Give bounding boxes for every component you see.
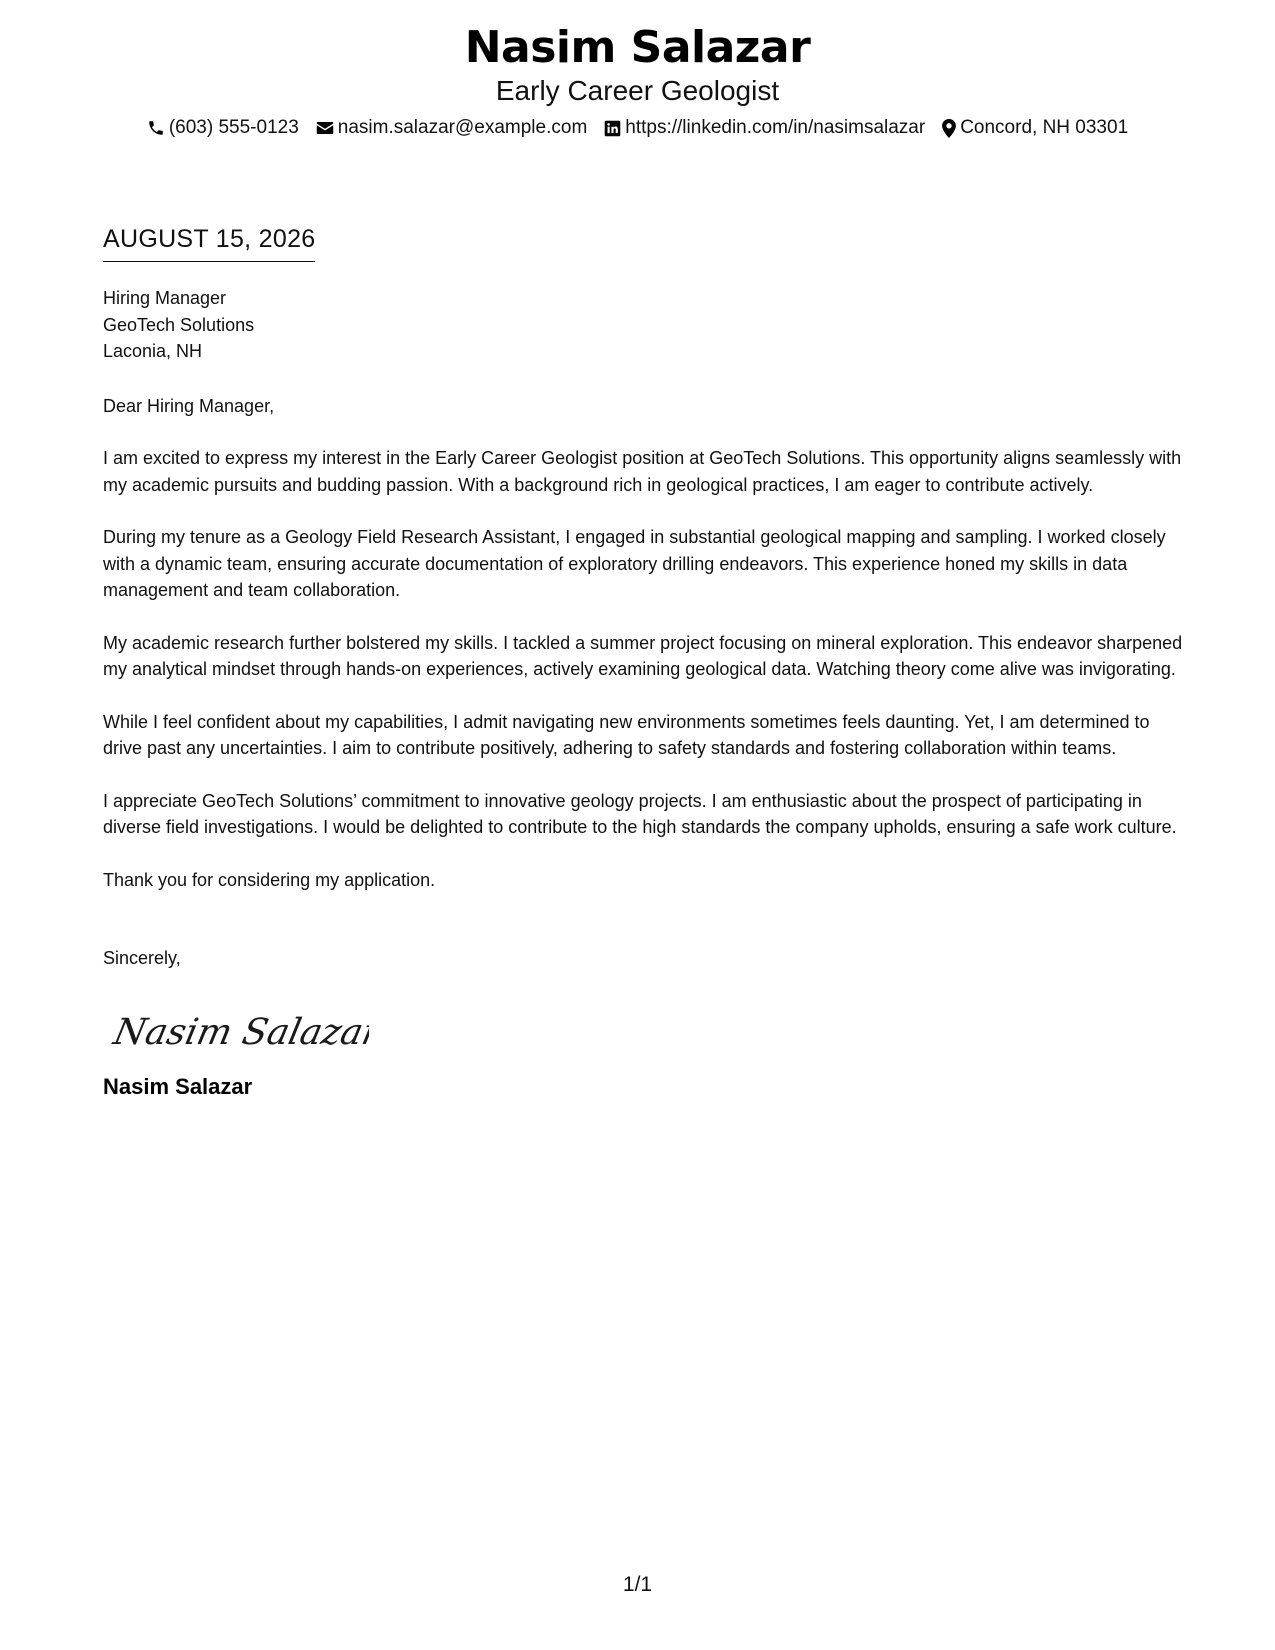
linkedin-text: https://linkedin.com/in/nasimsalazar xyxy=(625,117,926,138)
envelope-icon xyxy=(316,120,334,136)
phone-text: (603) 555-0123 xyxy=(168,117,299,138)
handwritten-signature xyxy=(109,1002,369,1062)
signature-glyphs: Nasim Salazar xyxy=(110,1009,369,1053)
location-text: Concord, NH 03301 xyxy=(960,117,1129,138)
body-paragraph: During my tenure as a Geology Field Research Assistant, I engaged in substantial geological mapping and sampling. I worked closely with a dynamic team, ensuring accurate documentation of exploratory drilling endeavors. This experience honed my skills in data management and team collaboration. xyxy=(103,527,1166,600)
recipient-block xyxy=(103,285,1183,365)
contact-bar xyxy=(0,116,1275,140)
body-paragraph: Thank you for considering my application. xyxy=(103,869,436,890)
letter-date: AUGUST 15, 2026 xyxy=(103,223,315,262)
recipient-line: Hiring Manager xyxy=(103,288,227,308)
map-pin-icon xyxy=(942,119,956,138)
contact-linkedin xyxy=(604,116,925,140)
body-paragraph: While I feel confident about my capabilities, I admit navigating new environments sometimes feels daunting. Yet, I am determined to drive past any uncertainties. I aim to contribute positively, adhering to safety standards and fostering collaboration within teams. xyxy=(103,711,1150,758)
applicant-title: Early Career Geologist xyxy=(495,75,780,106)
linkedin-icon xyxy=(604,120,621,137)
body-paragraph: I appreciate GeoTech Solutions’ commitment to innovative geology projects. I am enthusiastic about the prospect of participating in diverse field investigations. I would be delighted to contribute to the high standards the company upholds, ensuring a safe work culture. xyxy=(103,790,1177,837)
contact-phone xyxy=(147,116,299,140)
letter-body xyxy=(103,285,1183,1102)
page-number: 1/1 xyxy=(622,1573,653,1596)
signer-name: Nasim Salazar xyxy=(103,1073,253,1099)
applicant-name: Nasim Salazar xyxy=(464,22,811,73)
email-text: nasim.salazar@example.com xyxy=(337,117,588,138)
recipient-line: Laconia, NH xyxy=(103,341,203,361)
contact-location xyxy=(942,116,1128,140)
letter-header xyxy=(0,22,1275,140)
phone-icon xyxy=(147,119,165,137)
contact-email xyxy=(316,116,588,140)
body-paragraph: I am excited to express my interest in the Early Career Geologist position at GeoTech Solutions. This opportunity aligns seamlessly with my academic pursuits and budding passion. With a background rich in geological practices, I am eager to contribute actively. xyxy=(103,448,1182,495)
salutation: Dear Hiring Manager, xyxy=(103,395,275,416)
closing: Sincerely, xyxy=(103,948,181,968)
body-paragraph: My academic research further bolstered my skills. I tackled a summer project focusing on mineral exploration. This endeavor sharpened my analytical mindset through hands-on experiences, actively examining geological data. Watching theory come alive was invigorating. xyxy=(103,632,1183,679)
recipient-line: GeoTech Solutions xyxy=(103,314,255,335)
